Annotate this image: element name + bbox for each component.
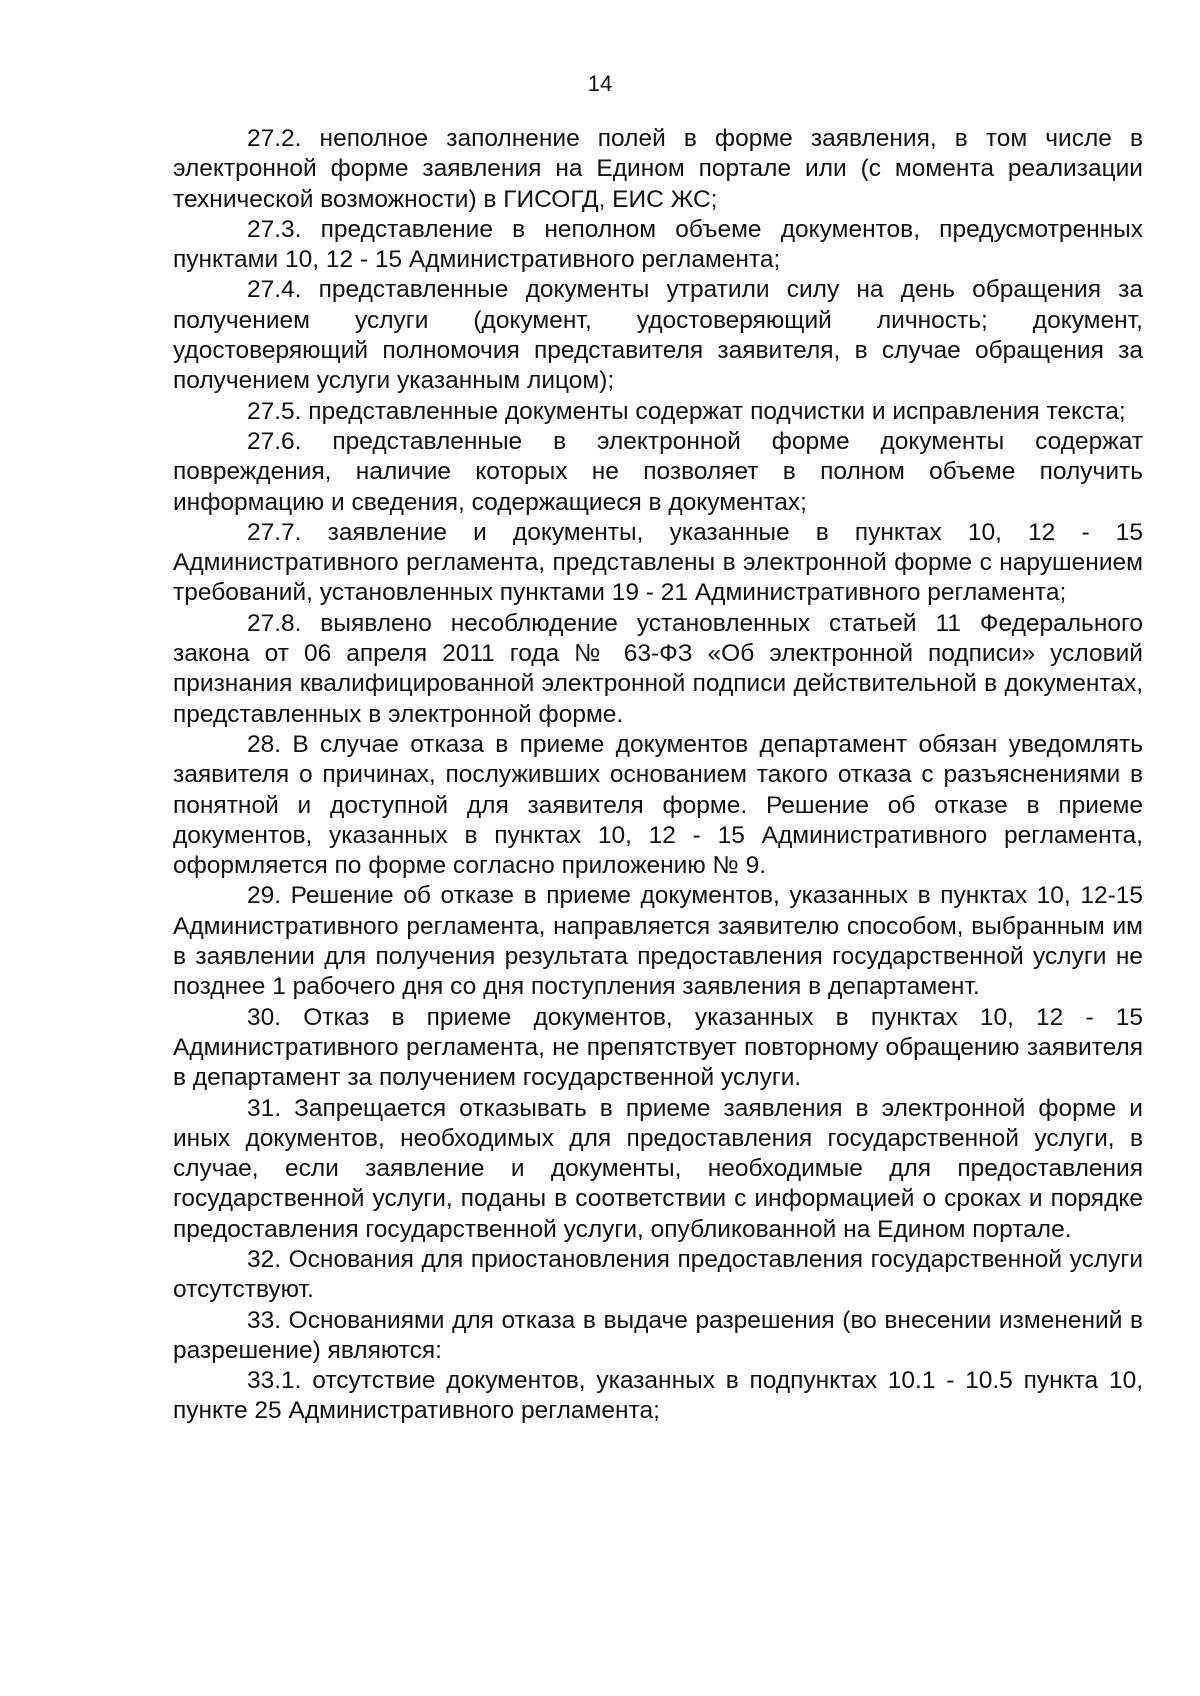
paragraph-30: 30. Отказ в приеме документов, указанных в пунктах 10, 12 - 15 Административного регламента, не препятствует повторному обращению заявителя в департамент за получением государственной услуги.	[173, 1003, 1143, 1092]
paragraph-31: 31. Запрещается отказывать в приеме заявления в электронной форме и иных документов, необходимых для предоставления государственной услуги, в случае, если заявление и документы, необходимые для предоставления государственной услуги, поданы в соответствии с информацией о сроках и порядке предоставления государственной услуги, опубликованной на Едином портале.	[173, 1094, 1143, 1243]
paragraph-33: 33. Основаниями для отказа в выдаче разрешения (во внесении изменений в разрешение) являются:	[173, 1306, 1143, 1364]
paragraph-27-3: 27.3. представление в неполном объеме документов, предусмотренных пунктами 10, 12 - 15 Административного регламента;	[173, 215, 1143, 274]
paragraph-27-8: 27.8. выявлено несоблюдение установленных статьей 11 Федерального закона от 06 апреля 2011 года № 63-ФЗ «Об электронной подписи» условий признания квалифицированной электронной подписи действительной в документах, представленных в электронной форме.	[173, 609, 1143, 728]
paragraph-27-4: 27.4. представленные документы утратили силу на день обращения за получением услуги (документ, удостоверяющий личность; документ, удостоверяющий полномочия представителя заявителя, в случае обращения за получением услуги указанным лицом);	[173, 276, 1143, 395]
paragraph-27-7: 27.7. заявление и документы, указанные в пунктах 10, 12 - 15 Административного регламента, представлены в электронной форме с нарушением требований, установленных пунктами 19 - 21 Административного регламента;	[173, 518, 1143, 607]
document-body	[173, 124, 1143, 1427]
paragraph-33-1: 33.1. отсутствие документов, указанных в подпунктах 10.1 - 10.5 пункта 10, пункте 25 Административного регламента;	[173, 1367, 1143, 1425]
page-number: 14	[587, 71, 613, 96]
paragraph-32: 32. Основания для приостановления предоставления государственной услуги отсутствуют.	[173, 1245, 1143, 1304]
paragraph-27-5: 27.5. представленные документы содержат подчистки и исправления текста;	[247, 397, 1126, 425]
paragraph-27-2: 27.2. неполное заполнение полей в форме заявления, в том числе в электронной форме заявления на Едином портале или (с момента реализации технической возможности) в ГИСОГД, ЕИС ЖС;	[173, 125, 1143, 213]
paragraph-29: 29. Решение об отказе в приеме документов, указанных в пунктах 10, 12-15 Административного регламента, направляется заявителю способом, выбранным им в заявлении для получения результата предоставления государственной услуги не позднее 1 рабочего дня со дня поступления заявления в департамент.	[173, 882, 1143, 1001]
paragraph-28: 28. В случае отказа в приеме документов департамент обязан уведомлять заявителя о причинах, послуживших основанием такого отказа с разъяснениями в понятной и доступной для заявителя форме. Решение об отказе в приеме документов, указанных в пунктах 10, 12 - 15 Административного регламента, оформляется по форме согласно приложению № 9.	[173, 730, 1143, 880]
paragraph-27-6: 27.6. представленные в электронной форме документы содержат повреждения, наличие которых не позволяет в полном объеме получить информацию и сведения, содержащиеся в документах;	[173, 427, 1143, 516]
